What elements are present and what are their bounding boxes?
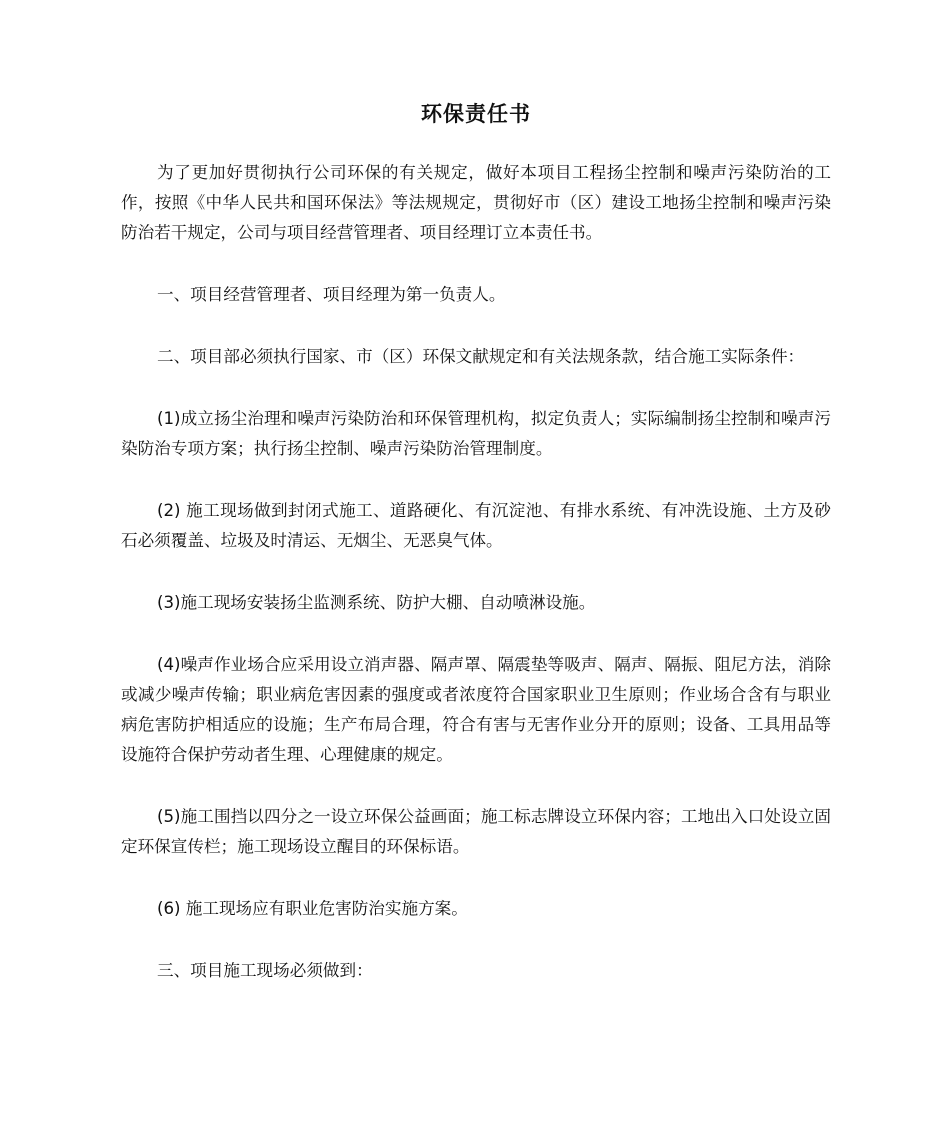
paragraph-item-3: (3)施工现场安装扬尘监测系统、防护大棚、自动喷淋设施。 <box>157 593 596 612</box>
paragraph-item-6: (6) 施工现场应有职业危害防治实施方案。 <box>157 899 468 918</box>
paragraph-item-5: (5)施工围挡以四分之一设立环保公益画面；施工标志牌设立环保内容；工地出入口处设立固定环保宣传栏；施工现场设立醒目的环保标语。 <box>121 807 831 856</box>
document-page <box>121 96 831 1018</box>
paragraph-item-1: (1)成立扬尘治理和噪声污染防治和环保管理机构，拟定负责人；实际编制扬尘控制和噪声污染防治专项方案；执行扬尘控制、噪声污染防治管理制度。 <box>121 409 831 458</box>
document-title: 环保责任书 <box>421 102 531 126</box>
paragraph-clause-2: 二、项目部必须执行国家、市（区）环保文献规定和有关法规条款，结合施工实际条件： <box>157 347 805 366</box>
paragraph-clause-3: 三、项目施工现场必须做到： <box>157 961 373 980</box>
paragraph-intro: 为了更加好贯彻执行公司环保的有关规定，做好本项目工程扬尘控制和噪声污染防治的工作，按照《中华人民共和国环保法》等法规规定，贯彻好市（区）建设工地扬尘控制和噪声污染防治若干规定，公司与项目经营管理者、项目经理订立本责任书。 <box>121 163 831 242</box>
paragraph-item-4: (4)噪声作业场合应采用设立消声器、隔声罩、隔震垫等吸声、隔声、隔振、阻尼方法，消除或减少噪声传输；职业病危害因素的强度或者浓度符合国家职业卫生原则；作业场合含有与职业病危害防护相适应的设施；生产布局合理，符合有害与无害作业分开的原则；设备、工具用品等设施符合保护劳动者生理、心理健康的规定。 <box>121 655 831 764</box>
paragraph-item-2: (2) 施工现场做到封闭式施工、道路硬化、有沉淀池、有排水系统、有冲洗设施、土方及砂石必须覆盖、垃圾及时清运、无烟尘、无恶臭气体。 <box>121 501 831 550</box>
paragraph-clause-1: 一、项目经营管理者、项目经理为第一负责人。 <box>157 285 506 304</box>
